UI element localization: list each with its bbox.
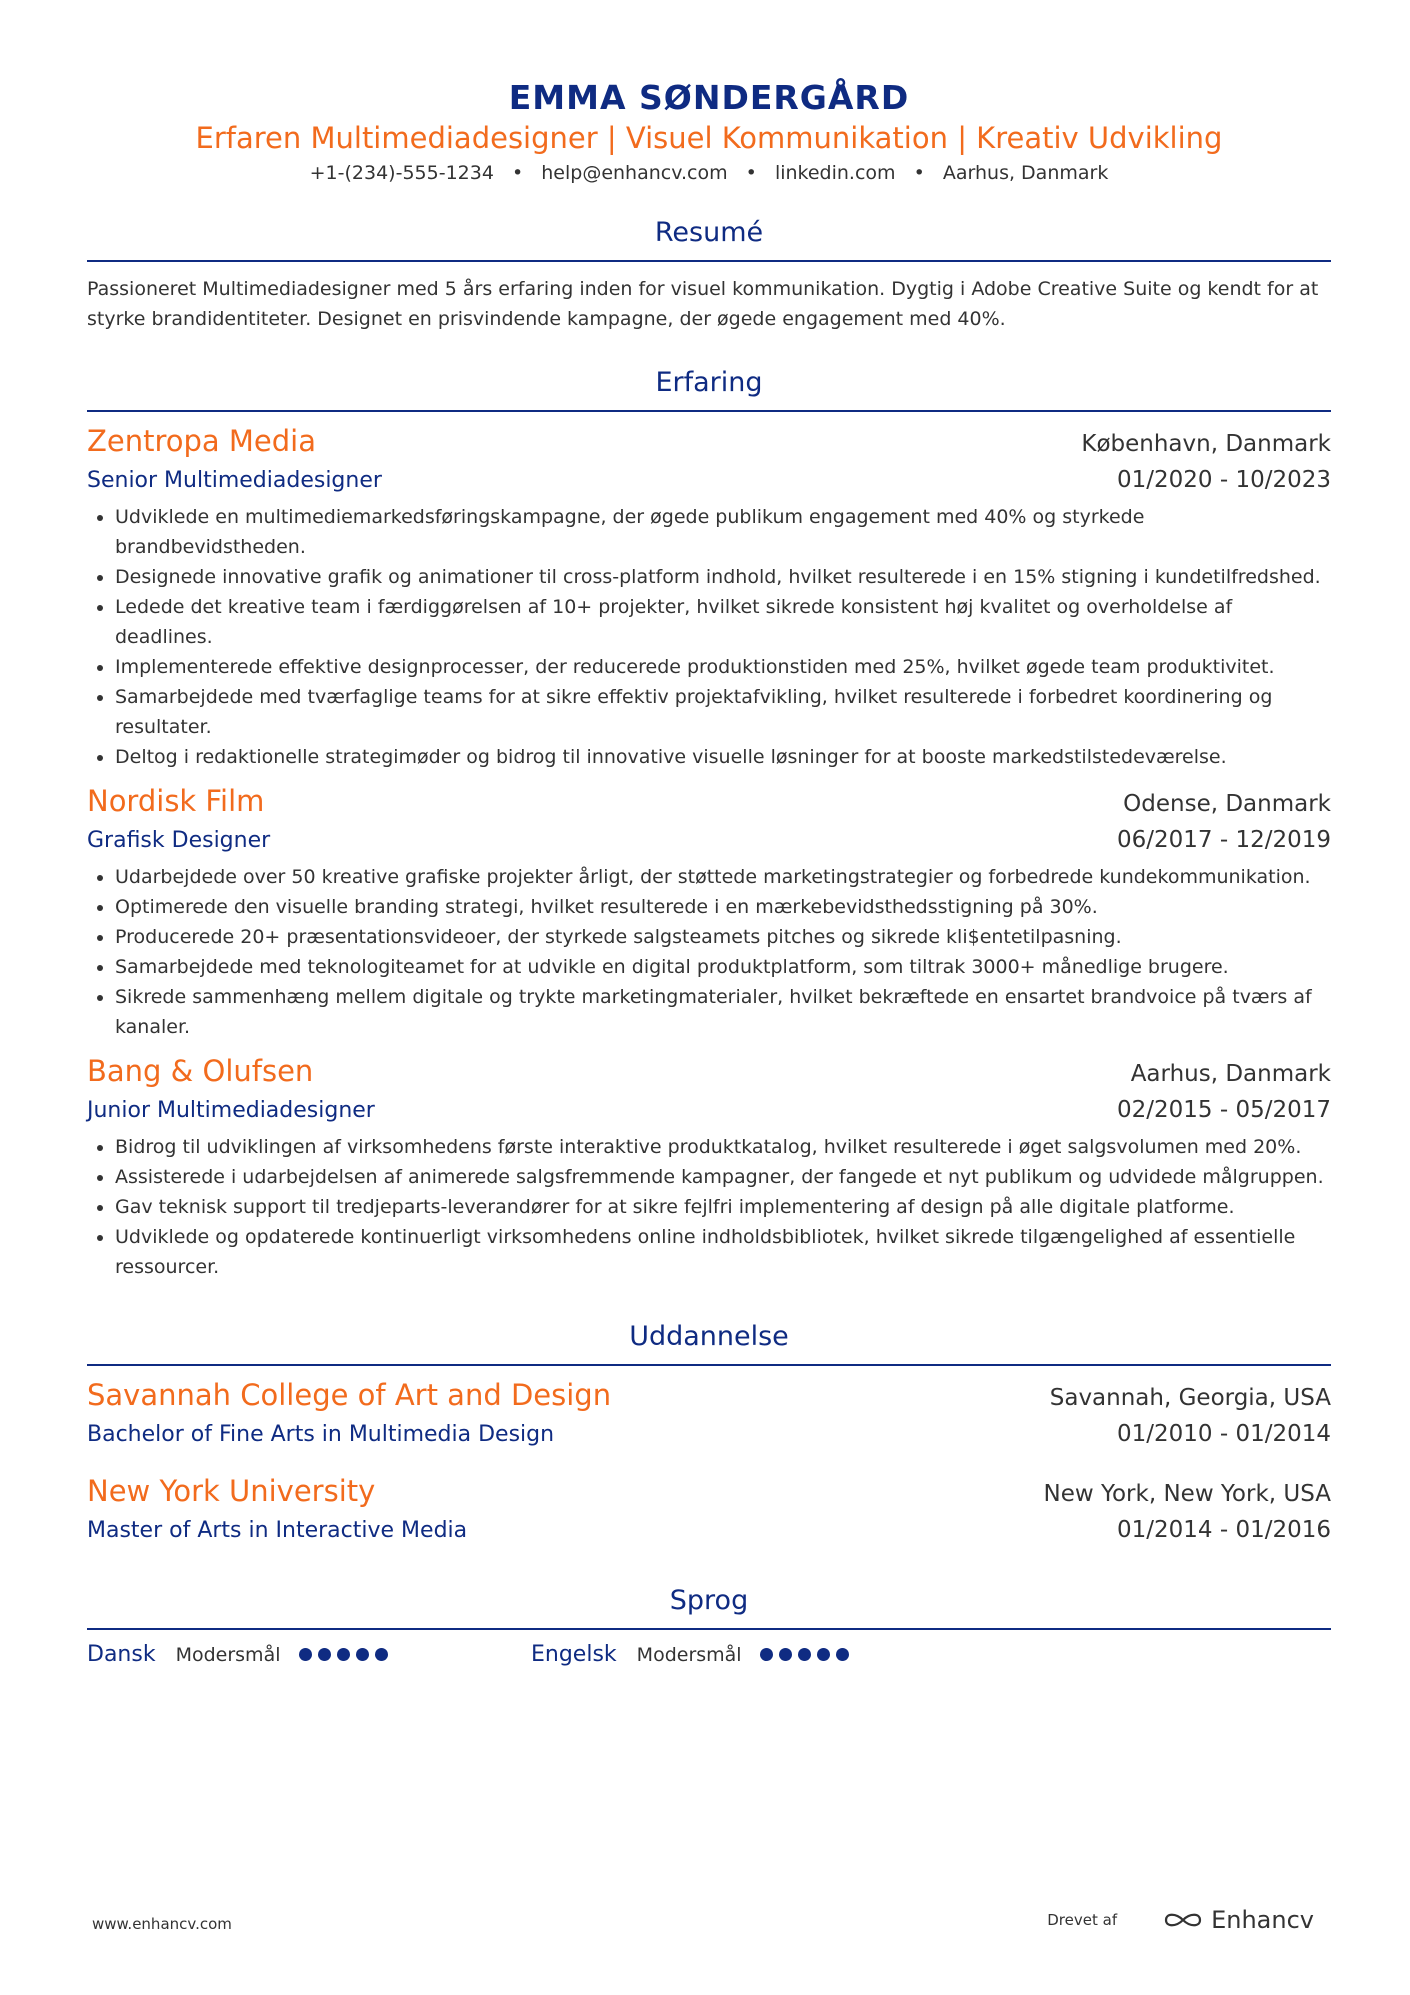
- job-bullets: [87, 1132, 1331, 1282]
- bullet-item: • Sikrede sammenhæng mellem digitale og trykte marketingmaterialer, hvilket bekræftede en ensartet brandvoice på tværs af kanaler.: [115, 982, 1331, 1042]
- separator-dot: •: [913, 162, 925, 184]
- education-dates: 01/2010 - 01/2014: [1116, 1421, 1331, 1447]
- rating-dot: [318, 1648, 331, 1661]
- rating-dot: [798, 1648, 811, 1661]
- resume-page: [87, 0, 1331, 1667]
- job-entry: [87, 782, 1331, 1042]
- languages-list: [87, 1642, 1331, 1667]
- bullet-item: • Bidrog til udviklingen af virksomhedens første interaktive produktkatalog, hvilket resulterede i øget salgsvolumen med 20%.: [115, 1132, 1331, 1162]
- job-role: Junior Multimediadesigner: [87, 1098, 375, 1123]
- section-title-experience: Erfaring: [87, 366, 1331, 412]
- footer-website[interactable]: www.enhancv.com: [92, 1915, 232, 1933]
- bullet-item: • Samarbejdede med teknologiteamet for at udvikle en digital produktplatform, som tiltrak 3000+ månedlige brugere.: [115, 952, 1331, 982]
- job-location: København, Danmark: [1081, 431, 1331, 457]
- bullet-item: • Designede innovative grafik og animationer til cross-platform indhold, hvilket resulterede i en 15% stigning i kundetilfredshed.: [115, 562, 1331, 592]
- school-name: Savannah College of Art and Design: [87, 1378, 612, 1412]
- job-bullets: [87, 862, 1331, 1042]
- separator-dot: •: [745, 162, 757, 184]
- candidate-tagline: Erfaren Multimediadesigner | Visuel Kommunikation | Kreativ Udvikling: [195, 121, 1223, 155]
- section-title-languages: Sprog: [87, 1584, 1331, 1630]
- bullet-item: • Optimerede den visuelle branding strategi, hvilket resulterede i en mærkebevidsthedsstigning på 30%.: [115, 892, 1331, 922]
- rating-dot: [337, 1648, 350, 1661]
- rating-dot: [375, 1648, 388, 1661]
- job-entry: [87, 1052, 1331, 1282]
- rating-dot: [760, 1648, 773, 1661]
- section-title-summary: Resumé: [87, 216, 1331, 262]
- company-name: Nordisk Film: [87, 784, 265, 818]
- bullet-item: • Producerede 20+ præsentationsvideoer, der styrkede salgsteamets pitches og sikrede kli$entetilpasning.: [115, 922, 1331, 952]
- language-name: Engelsk: [531, 1642, 617, 1667]
- phone-text: +1-(234)-555-1234: [309, 162, 494, 184]
- job-entry: [87, 422, 1331, 772]
- linkedin-link[interactable]: linkedin.com: [774, 162, 896, 184]
- summary-section: [87, 216, 1331, 334]
- job-dates: 01/2020 - 10/2023: [1116, 467, 1331, 493]
- job-role: Senior Multimediadesigner: [87, 468, 382, 493]
- rating-dot: [779, 1648, 792, 1661]
- rating-dot: [836, 1648, 849, 1661]
- experience-section: [87, 366, 1331, 1282]
- email-link[interactable]: help@enhancv.com: [541, 162, 728, 184]
- bullet-item: • Udarbejdede over 50 kreative grafiske projekter årligt, der støttede marketingstrategier og forbedrede kundekommunikation.: [115, 862, 1331, 892]
- education-section: [87, 1320, 1331, 1548]
- bullet-item: • Gav teknisk support til tredjeparts-leverandører for at sikre fejlfri implementering af design på alle digitale platforme.: [115, 1192, 1331, 1222]
- company-name: Zentropa Media: [87, 424, 316, 458]
- language-rating: [760, 1648, 849, 1661]
- education-entry: [87, 1472, 1331, 1548]
- degree-name: Master of Arts in Interactive Media: [87, 1518, 468, 1543]
- languages-section: [87, 1584, 1331, 1667]
- resume-header: [87, 0, 1331, 188]
- footer-branding: [1047, 1906, 1314, 1934]
- school-location: Savannah, Georgia, USA: [1049, 1385, 1331, 1411]
- bullet-item: • Samarbejdede med tværfaglige teams for at sikre effektiv projektafvikling, hvilket resulterede i forbedret koordinering og resultater.: [115, 682, 1331, 742]
- language-rating: [299, 1648, 388, 1661]
- language-name: Dansk: [87, 1642, 156, 1667]
- location-text: Aarhus, Danmark: [942, 162, 1109, 184]
- powered-by-label: Drevet af: [1047, 1911, 1118, 1929]
- bullet-item: • Udviklede en multimediemarkedsføringskampagne, der øgede publikum engagement med 40% og styrkede brandbevidstheden.: [115, 502, 1331, 562]
- bullet-item: • Assisterede i udarbejdelsen af animerede salgsfremmende kampagner, der fangede et nyt publikum og udvidede målgruppen.: [115, 1162, 1331, 1192]
- bullet-item: • Implementerede effektive designprocesser, der reducerede produktionstiden med 25%, hvilket øgede team produktivitet.: [115, 652, 1331, 682]
- job-bullets: [87, 502, 1331, 772]
- brand-name: Enhancv: [1211, 1906, 1314, 1934]
- job-location: Odense, Danmark: [1123, 791, 1331, 817]
- rating-dot: [356, 1648, 369, 1661]
- degree-name: Bachelor of Fine Arts in Multimedia Design: [87, 1422, 555, 1447]
- language-item: [87, 1642, 531, 1667]
- education-dates: 01/2014 - 01/2016: [1116, 1517, 1331, 1543]
- language-item: [531, 1642, 975, 1667]
- rating-dot: [817, 1648, 830, 1661]
- contact-line: [87, 158, 1331, 188]
- bullet-item: • Ledede det kreative team i færdiggørelsen af 10+ projekter, hvilket sikrede konsistent høj kvalitet og overholdelse af deadlines.: [115, 592, 1331, 652]
- candidate-name: EMMA SØNDERGÅRD: [508, 78, 910, 117]
- section-title-education: Uddannelse: [87, 1320, 1331, 1366]
- brand-logo[interactable]: [1163, 1906, 1314, 1934]
- bullet-item: • Udviklede og opdaterede kontinuerligt virksomhedens online indholdsbibliotek, hvilket sikrede tilgængelighed af essentielle ressourcer.: [115, 1222, 1331, 1282]
- bullet-item: • Deltog i redaktionelle strategimøder og bidrog til innovative visuelle løsninger for at booste markedstilstedeværelse.: [115, 742, 1331, 772]
- language-level: Modersmål: [636, 1643, 742, 1666]
- company-name: Bang & Olufsen: [87, 1054, 314, 1088]
- separator-dot: •: [511, 162, 524, 184]
- school-name: New York University: [87, 1474, 376, 1508]
- job-dates: 02/2015 - 05/2017: [1116, 1097, 1331, 1123]
- education-entry: [87, 1376, 1331, 1452]
- job-role: Grafisk Designer: [87, 828, 271, 853]
- language-level: Modersmål: [175, 1643, 281, 1666]
- summary-text: Passioneret Multimediadesigner med 5 års erfaring inden for visuel kommunikation. Dygtig i Adobe Creative Suite og kendt for at styrke brandidentiteter. Designet en prisvindende kampagne, der øgede engagement med 40%.: [87, 278, 1319, 330]
- rating-dot: [299, 1648, 312, 1661]
- job-location: Aarhus, Danmark: [1130, 1061, 1331, 1087]
- job-dates: 06/2017 - 12/2019: [1116, 827, 1331, 853]
- school-location: New York, New York, USA: [1043, 1481, 1331, 1507]
- enhancv-logo-icon: [1163, 1909, 1203, 1931]
